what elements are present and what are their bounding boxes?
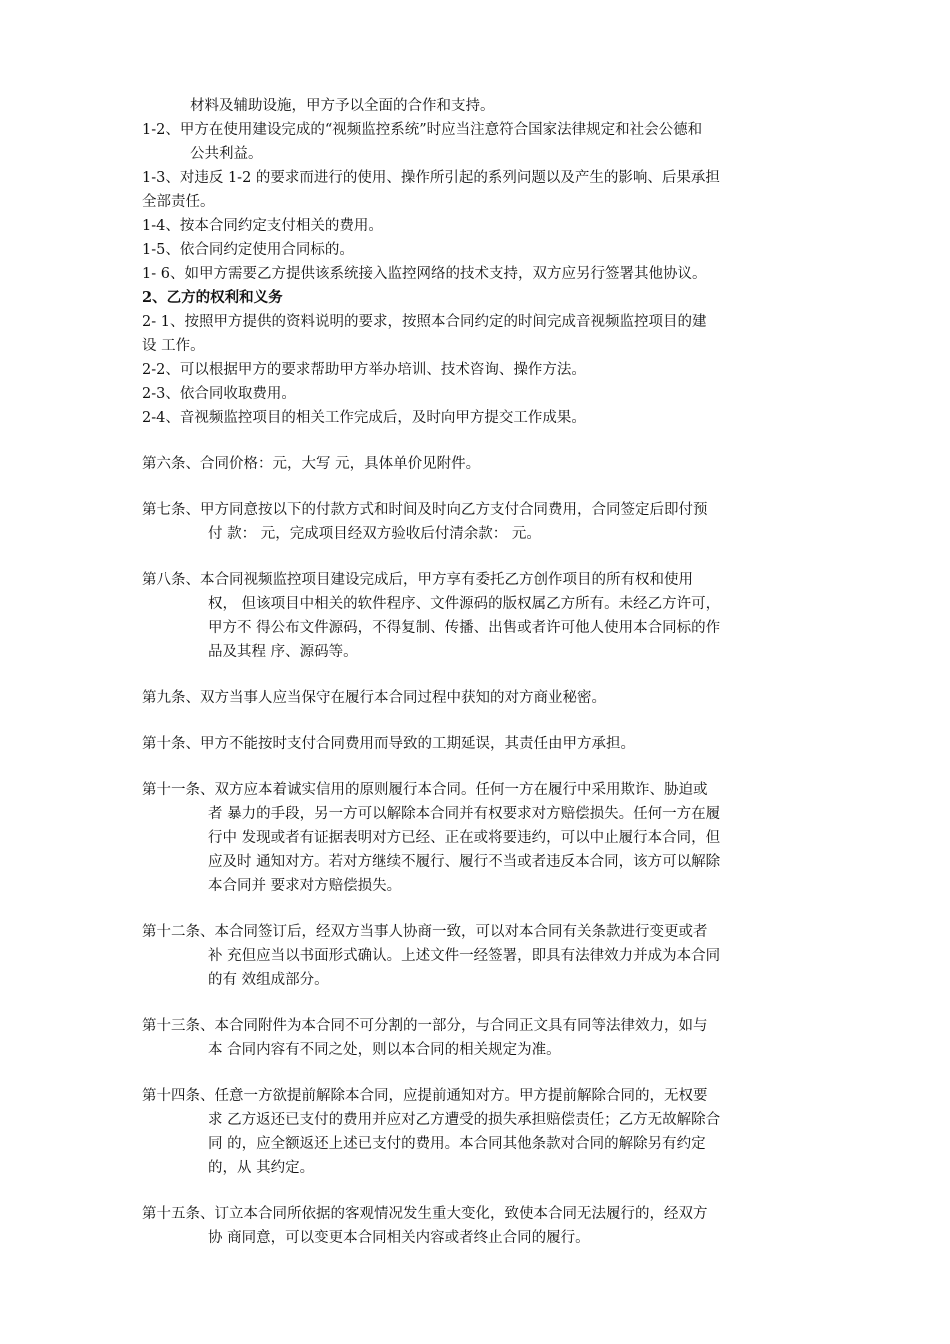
article-15-line2: 协 商同意，可以变更本合同相关内容或者终止合同的履行。 (208, 1230, 590, 1246)
spacer (142, 546, 822, 568)
article-11-line1: 第十一条、双方应本着诚实信用的原则履行本合同。任何一方在履行中采用欺诈、胁迫或 (142, 782, 708, 798)
clause-1-3-line2: 全部责任。 (142, 194, 215, 210)
article-13 (142, 1014, 822, 1062)
article-7-line2: 付 款： 元，完成项目经双方验收后付清余款： 元。 (208, 526, 541, 542)
article-12-line2: 补 充但应当以书面形式确认。上述文件一经签署，即具有法律效力并成为本合同 (208, 948, 721, 964)
spacer (142, 1062, 822, 1084)
section1-continued-line: 材料及辅助设施，甲方予以全面的合作和支持。 (190, 98, 495, 114)
article-11-line4: 应及时 通知对方。若对方继续不履行、履行不当或者违反本合同，该方可以解除 (208, 854, 721, 870)
article-10 (142, 732, 822, 756)
article-14-line4: 的，从 其约定。 (208, 1160, 315, 1176)
article-11-line2: 者 暴力的手段，另一方可以解除本合同并有权要求对方赔偿损失。任何一方在履 (208, 806, 721, 822)
article-8 (142, 568, 822, 664)
clause-1-3-line1: 1-3、对违反 1-2 的要求而进行的使用、操作所引起的系列问题以及产生的影响、后果承担 (142, 170, 720, 186)
article-6 (142, 452, 822, 476)
spacer (142, 756, 822, 778)
article-9-line1: 第九条、双方当事人应当保守在履行本合同过程中获知的对方商业秘密。 (142, 690, 606, 706)
article-10-line1: 第十条、甲方不能按时支付合同费用而导致的工期延误，其责任由甲方承担。 (142, 736, 635, 752)
article-14-line3: 同 的，应全额返还上述已支付的费用。本合同其他条款对合同的解除另有约定 (208, 1136, 706, 1152)
article-9 (142, 686, 822, 710)
clause-2-1-line1: 2- 1、按照甲方提供的资料说明的要求，按照本合同约定的时间完成音视频监控项目的建 (142, 314, 707, 330)
clause-1-2-line2: 公共利益。 (190, 146, 263, 162)
spacer (142, 1180, 822, 1202)
clause-2-4: 2-4、音视频监控项目的相关工作完成后，及时向甲方提交工作成果。 (142, 410, 586, 426)
article-11-line3: 行中 发现或者有证据表明对方已经、正在或将要违约，可以中止履行本合同，但 (208, 830, 721, 846)
article-15 (142, 1202, 822, 1250)
clause-1-6: 1- 6、如甲方需要乙方提供该系统接入监控网络的技术支持，双方应另行签署其他协议。 (142, 266, 707, 282)
article-8-line1: 第八条、本合同视频监控项目建设完成后，甲方享有委托乙方创作项目的所有权和使用 (142, 572, 693, 588)
spacer (142, 430, 822, 452)
article-15-line1: 第十五条、订立本合同所依据的客观情况发生重大变化，致使本合同无法履行的，经双方 (142, 1206, 708, 1222)
article-8-line2: 权， 但该项目中相关的软件程序、文件源码的版权属乙方所有。未经乙方许可， (208, 596, 721, 612)
article-7 (142, 498, 822, 546)
article-8-line4: 品及其程 序、源码等。 (208, 644, 358, 660)
article-14-line2: 求 乙方返还已支付的费用并应对乙方遭受的损失承担赔偿责任；乙方无故解除合 (208, 1112, 721, 1128)
article-12-line3: 的有 效组成部分。 (208, 972, 329, 988)
clause-1-2-line1: 1-2、甲方在使用建设完成的“视频监控系统”时应当注意符合国家法律规定和社会公德和 (142, 122, 703, 138)
clause-2-2: 2-2、可以根据甲方的要求帮助甲方举办培训、技术咨询、操作方法。 (142, 362, 586, 378)
clause-2-1-line2: 设 工作。 (142, 338, 205, 354)
spacer (142, 476, 822, 498)
spacer (142, 992, 822, 1014)
article-13-line1: 第十三条、本合同附件为本合同不可分割的一部分，与合同正文具有同等法律效力，如与 (142, 1018, 708, 1034)
article-8-line3: 甲方不 得公布文件源码，不得复制、传播、出售或者许可他人使用本合同标的作 (208, 620, 721, 636)
article-11-line5: 本合同并 要求对方赔偿损失。 (208, 878, 402, 894)
clause-1-4: 1-4、按本合同约定支付相关的费用。 (142, 218, 383, 234)
article-6-line1: 第六条、合同价格：元，大写 元，具体单价见附件。 (142, 456, 481, 472)
document-page (142, 94, 822, 1250)
article-11 (142, 778, 822, 898)
article-14 (142, 1084, 822, 1180)
spacer (142, 664, 822, 686)
spacer (142, 710, 822, 732)
clause-1-5: 1-5、依合同约定使用合同标的。 (142, 242, 354, 258)
spacer (142, 898, 822, 920)
article-12 (142, 920, 822, 992)
article-14-line1: 第十四条、任意一方欲提前解除本合同，应提前通知对方。甲方提前解除合同的，无权要 (142, 1088, 708, 1104)
article-13-line2: 本 合同内容有不同之处，则以本合同的相关规定为准。 (208, 1042, 561, 1058)
clause-2-3: 2-3、依合同收取费用。 (142, 386, 296, 402)
article-12-line1: 第十二条、本合同签订后，经双方当事人协商一致，可以对本合同有关条款进行变更或者 (142, 924, 708, 940)
section2-heading: 2、乙方的权利和义务 (142, 289, 283, 306)
article-7-line1: 第七条、甲方同意按以下的付款方式和时间及时向乙方支付合同费用，合同签定后即付预 (142, 502, 708, 518)
